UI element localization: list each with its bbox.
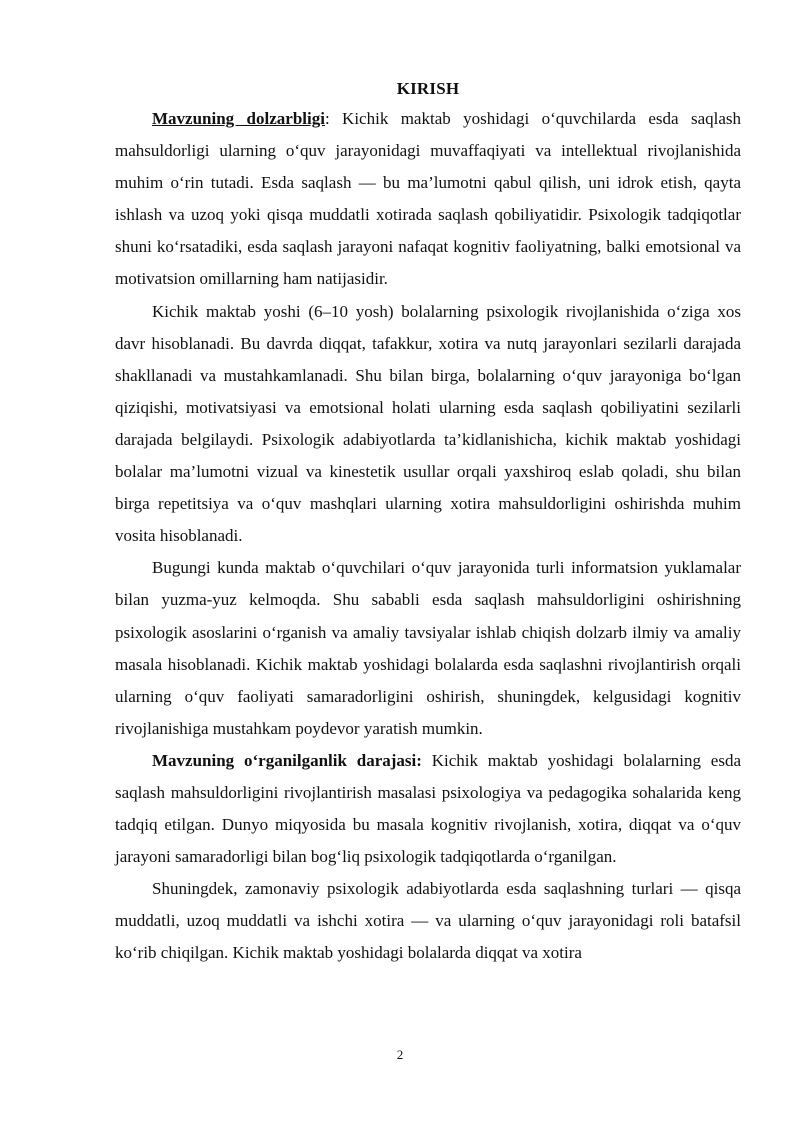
paragraph-age-period xyxy=(115,296,741,553)
paragraph-body: Kichik maktab yoshi (6–10 yosh) bolalarning psixologik rivojlanishida o‘ziga xos davr hisoblanadi. Bu davrda diqqat, tafakkur, xotira va nutq jarayonlari sezilarli darajada shakllanadi va mustahkamlanadi. Shu bilan birga, bolalarning o‘quv jarayoniga bo‘lgan qiziqishi, motivatsiyasi va emotsional holati ularning esda saqlash qobiliyatini sezilarli darajada belgilaydi. Psixologik adabiyotlarda ta’kidlanishicha, kichik maktab yoshidagi bolalar ma’lumotni vizual va kinestetik usullar orqali yaxshiroq eslab qoladi, shu bilan birga repetitsiya va o‘quv mashqlari ularning xotira mahsuldorligini oshirishda muhim vosita hisoblanadi. xyxy=(115,301,741,546)
paragraph-body: Kichik maktab yoshidagi bolalarning esda saqlash mahsuldorligini rivojlantirish masalasi psixologiya va pedagogika sohalarida keng tadqiq etilgan. Dunyo miqyosida bu masala kognitiv rivojlanish, xotira, diqqat va o‘quv jarayoni samaradorligi bilan bog‘liq psixologik tadqiqotlarda o‘rganilgan. xyxy=(115,750,741,867)
document-page xyxy=(115,74,741,970)
paragraph-study-level xyxy=(115,745,741,873)
paragraph-lead-colon: : xyxy=(324,109,330,128)
page-number: 2 xyxy=(396,1047,404,1062)
paragraph-body: Bugungi kunda maktab o‘quvchilari o‘quv jarayonida turli informatsion yuklamalar bilan yuzma-yuz kelmoqda. Shu sababli esda saqlash mahsuldorligini oshirishning psixologik asoslarini o‘rganish va amaliy tavsiyalar ishlab chiqish dolzarb ilmiy va amaliy masala hisoblanadi. Kichik maktab yoshidagi bolalarda esda saqlashni rivojlantirish orqali ularning o‘quv faoliyati samaradorligini oshirish, shuningdek, kelgusidagi kognitiv rivojlanishiga mustahkam poydevor yaratish mumkin. xyxy=(115,558,741,738)
section-title: KIRISH xyxy=(396,79,460,98)
paragraph-lead-relevance: Mavzuning dolzarbligi xyxy=(152,109,325,128)
paragraph-body: Shuningdek, zamonaviy psixologik adabiyotlarda esda saqlashning turlari — qisqa muddatli, uzoq muddatli va ishchi xotira — va ularning o‘quv jarayonidagi roli batafsil ko‘rib chiqilgan. Kichik maktab yoshidagi bolalarda diqqat va xotira xyxy=(115,879,741,963)
paragraph-memory-types xyxy=(115,873,741,969)
paragraph-lead-study-level: Mavzuning o‘rganilganlik darajasi: xyxy=(152,750,422,770)
paragraph-current-load xyxy=(115,552,741,745)
paragraph-body: Kichik maktab yoshidagi o‘quvchilarda esda saqlash mahsuldorligi ularning o‘quv jarayonidagi muvaffaqiyati va intellektual rivojlanishida muhim o‘rin tutadi. Esda saqlash — bu ma’lumotni qabul qilish, uni idrok etish, qayta ishlash va uzoq yoki qisqa muddatli xotirada saqlash qobiliyatidir. Psixologik tadqiqotlar shuni ko‘rsatadiki, esda saqlash jarayoni nafaqat kognitiv faoliyatning, balki emotsional va motivatsion omillarning ham natijasidir. xyxy=(115,109,741,289)
paragraph-relevance xyxy=(115,103,741,296)
